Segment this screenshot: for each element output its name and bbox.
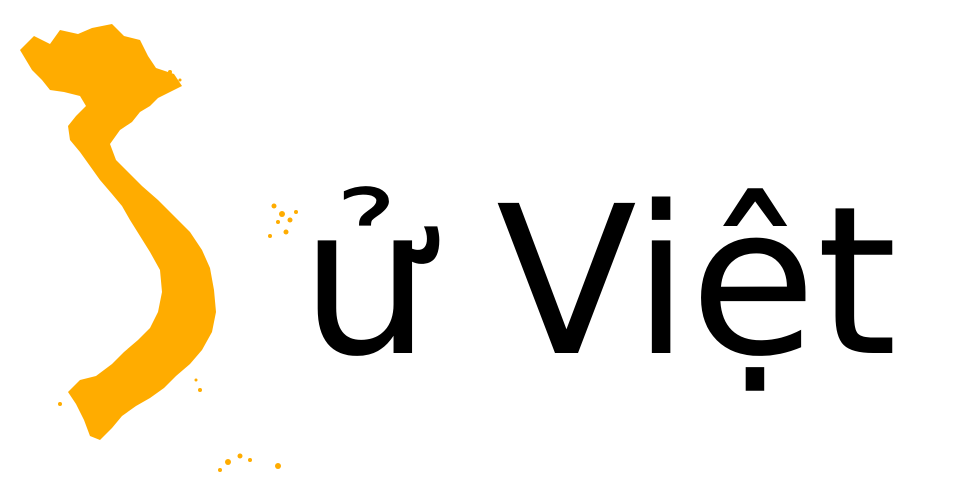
vietnam-mainland	[20, 24, 216, 440]
logo-wordmark: ử Việt	[300, 162, 898, 402]
vietnam-map-icon	[0, 0, 300, 500]
